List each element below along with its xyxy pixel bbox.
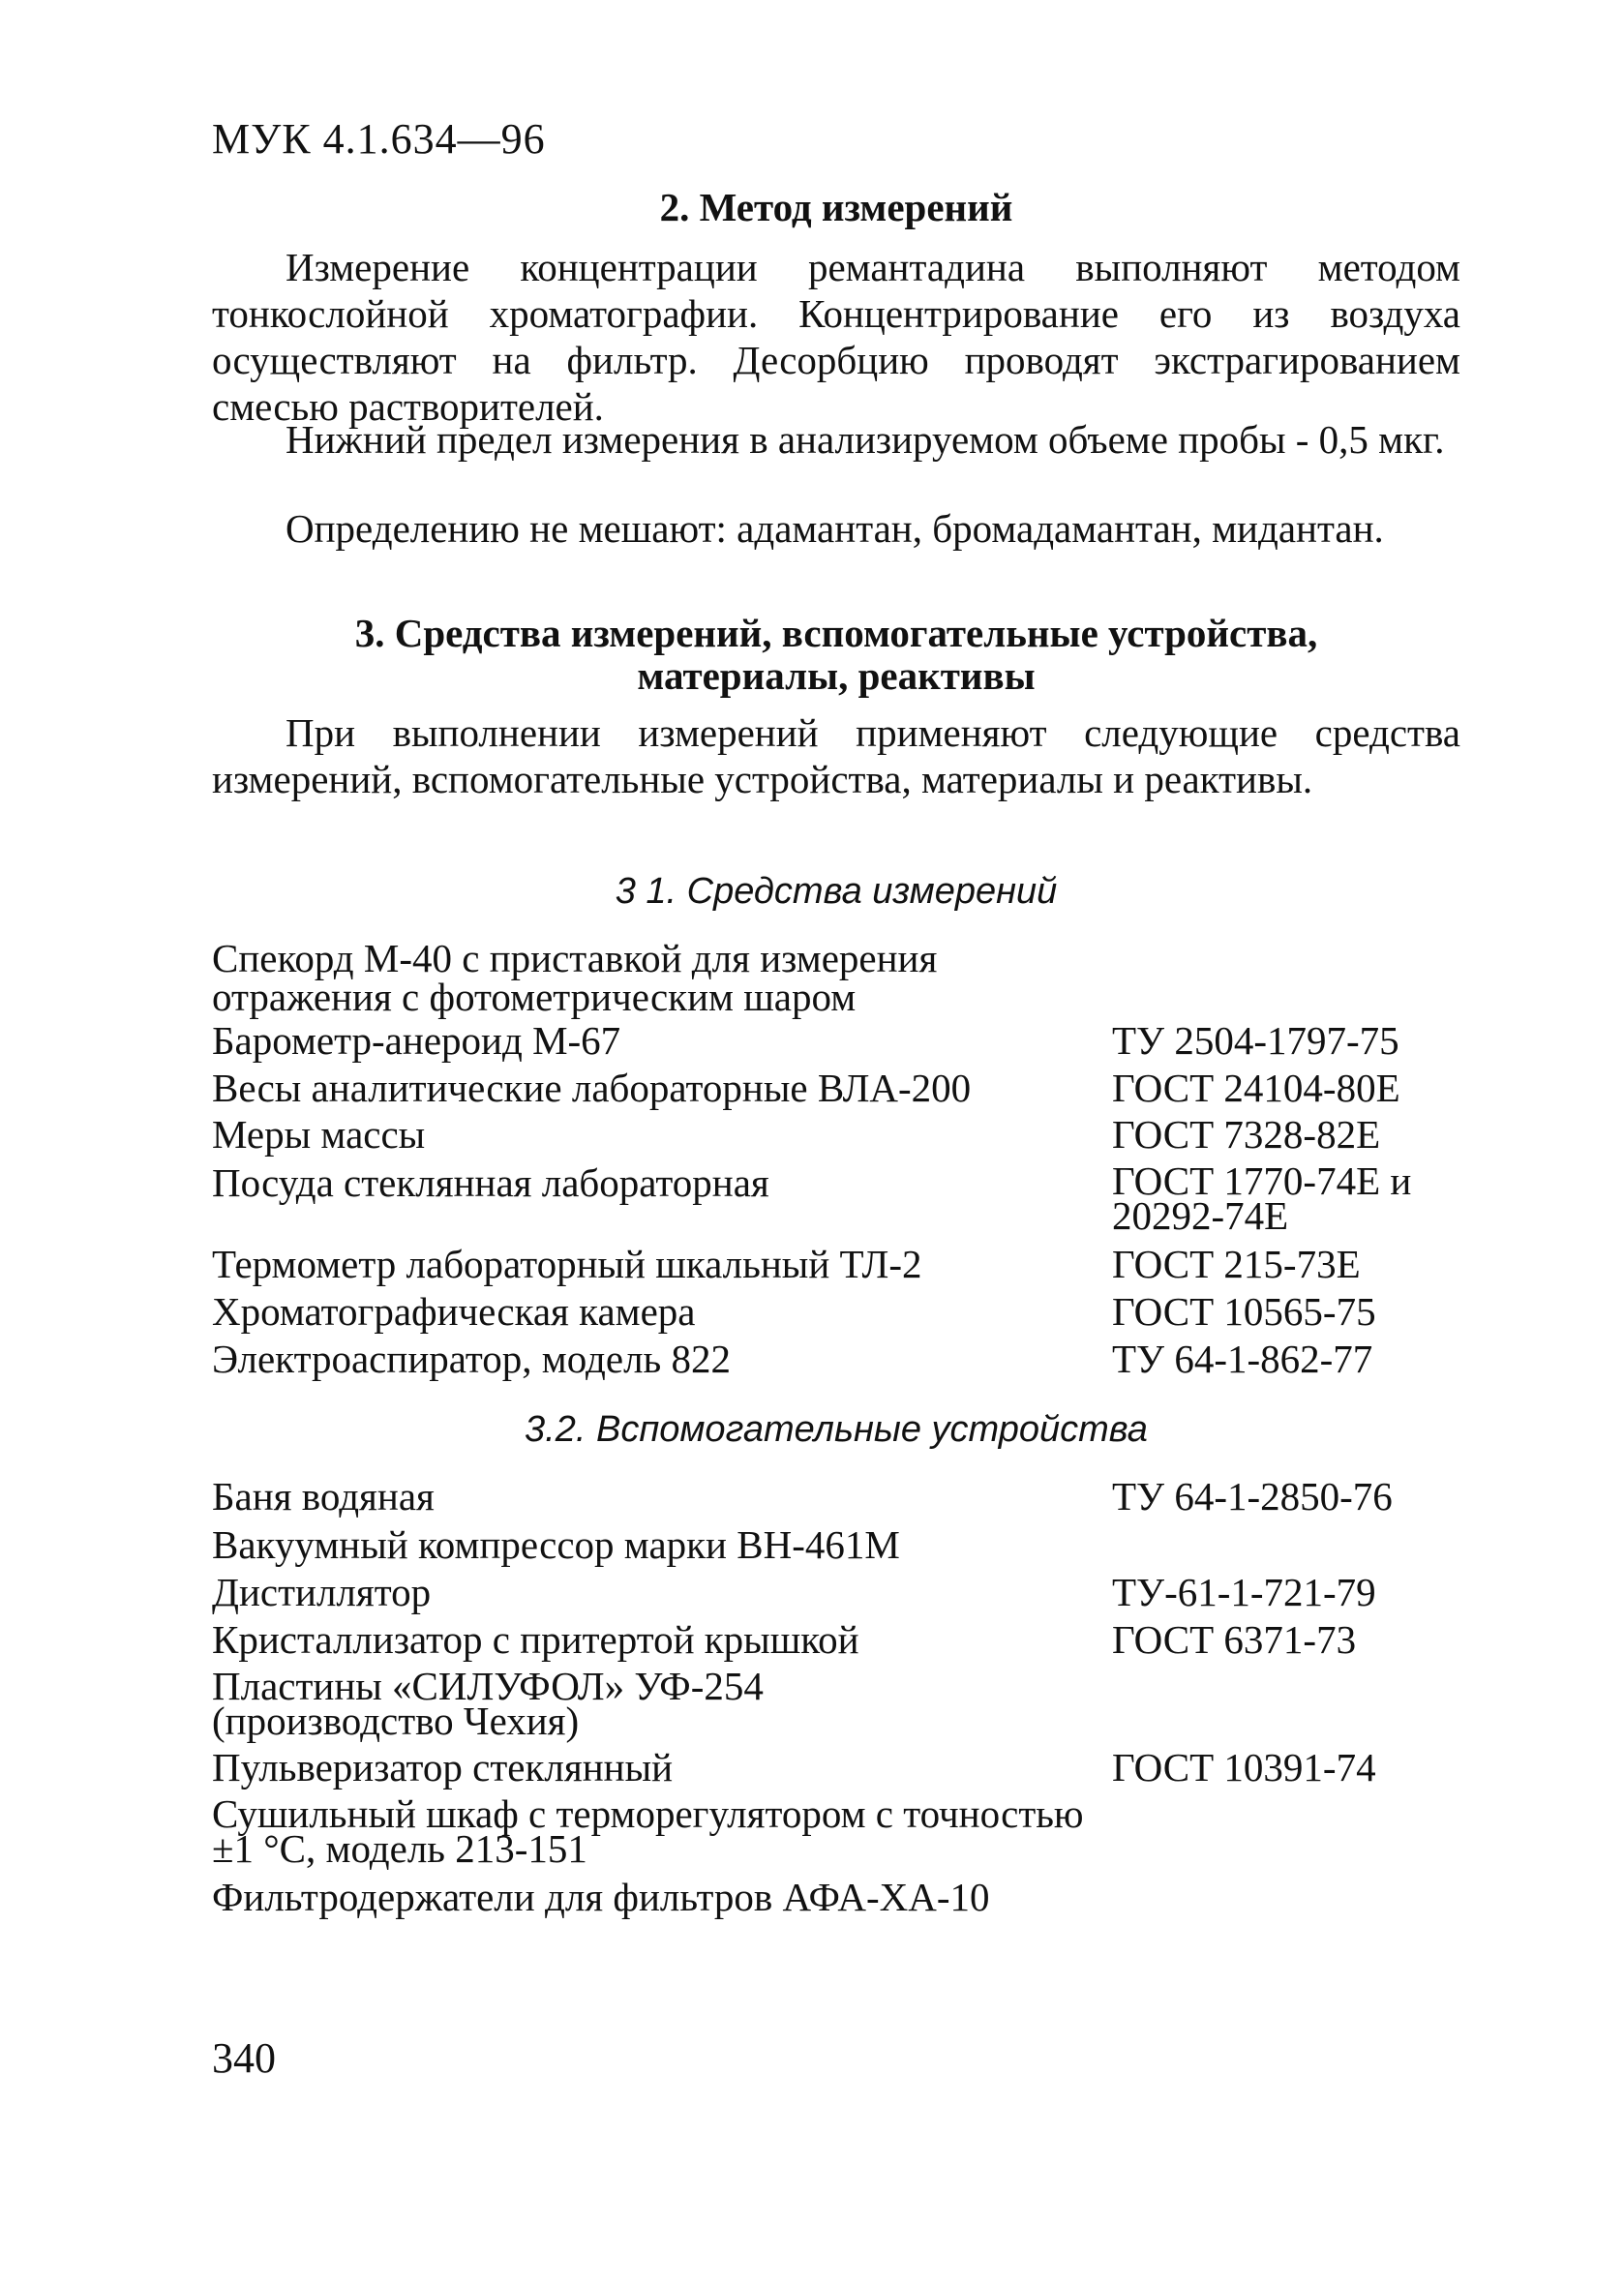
equipment-name: Хроматографическая камера bbox=[212, 1289, 696, 1334]
paragraph-text: Определению не мешают: адамантан, бромадамантан, мидантан. bbox=[286, 506, 1384, 551]
document-code-header: МУК 4.1.634—96 bbox=[212, 115, 546, 163]
equipment-name: Меры массы bbox=[212, 1112, 426, 1157]
device-standard: ТУ-61-1-721-79 bbox=[1112, 1570, 1376, 1614]
equipment-standard: ГОСТ 10565-75 bbox=[1112, 1289, 1376, 1334]
subsection-3-2-heading: 3.2. Вспомогательные устройства bbox=[525, 1409, 1148, 1450]
device-name: Дистиллятор bbox=[212, 1570, 432, 1614]
section-2-paragraph-2 bbox=[212, 416, 1460, 463]
section-3-intro bbox=[212, 709, 1460, 802]
equipment-name: Весы аналитические лабораторные ВЛА-200 bbox=[212, 1066, 972, 1110]
equipment-standard: ГОСТ 24104-80Е bbox=[1112, 1066, 1400, 1110]
equipment-name: Термометр лабораторный шкальный ТЛ-2 bbox=[212, 1242, 922, 1286]
paragraph-text: Нижний предел измерения в анализируемом объеме пробы - 0,5 мкг. bbox=[286, 417, 1445, 462]
equipment-standard: ГОСТ 1770-74Е и 20292-74Е bbox=[1112, 1158, 1412, 1238]
device-name: Вакуумный компрессор марки ВН-461М bbox=[212, 1522, 900, 1567]
paragraph-text: Измерение концентрации ремантадина выполняют методом тонкослойной хроматографии. Концентрирование его из воздуха осуществляют на фильтр. Десорбцию проводят экстрагированием смесью растворителей. bbox=[212, 245, 1460, 429]
device-name: Сушильный шкаф с терморегулятором с точностью ±1 °С, модель 213-151 bbox=[212, 1791, 1084, 1871]
device-name: Пластины «СИЛУФОЛ» УФ-254 (производство Чехия) bbox=[212, 1664, 764, 1743]
device-name: Фильтродержатели для фильтров АФА-ХА-10 bbox=[212, 1875, 990, 1919]
equipment-standard: ТУ 2504-1797-75 bbox=[1112, 1018, 1399, 1063]
equipment-name: Электроаспиратор, модель 822 bbox=[212, 1337, 732, 1381]
section-2-paragraph-3 bbox=[212, 505, 1460, 552]
equipment-name: Барометр-анероид М-67 bbox=[212, 1018, 621, 1063]
device-name: Пульверизатор стеклянный bbox=[212, 1745, 674, 1790]
subsection-3-1-heading: 3 1. Средства измерений bbox=[615, 871, 1058, 912]
paragraph-text: При выполнении измерений применяют следующие средства измерений, вспомогательные устройства, материалы и реактивы. bbox=[212, 710, 1460, 801]
device-standard: ГОСТ 10391-74 bbox=[1112, 1745, 1376, 1790]
section-3-heading-line-1: 3. Средства измерений, вспомогательные устройства, bbox=[354, 611, 1318, 655]
equipment-name: Спекорд М-40 с приставкой для измерения отражения с фотометрическим шаром bbox=[212, 936, 938, 1019]
device-standard: ГОСТ 6371-73 bbox=[1112, 1617, 1357, 1662]
device-name: Кристаллизатор с притертой крышкой bbox=[212, 1617, 859, 1662]
device-standard: ТУ 64-1-2850-76 bbox=[1112, 1474, 1393, 1519]
equipment-standard: ГОСТ 7328-82Е bbox=[1112, 1112, 1381, 1157]
page-number: 340 bbox=[212, 2034, 276, 2082]
section-2-paragraph-1 bbox=[212, 244, 1460, 430]
device-name: Баня водяная bbox=[212, 1474, 435, 1519]
equipment-standard: ГОСТ 215-73Е bbox=[1112, 1242, 1361, 1286]
section-3-heading-line-2: материалы, реактивы bbox=[637, 653, 1036, 698]
equipment-standard: ТУ 64-1-862-77 bbox=[1112, 1337, 1373, 1381]
section-3-heading bbox=[212, 612, 1460, 697]
equipment-name: Посуда стеклянная лабораторная bbox=[212, 1160, 769, 1205]
section-2-heading: 2. Метод измерений bbox=[659, 185, 1013, 229]
